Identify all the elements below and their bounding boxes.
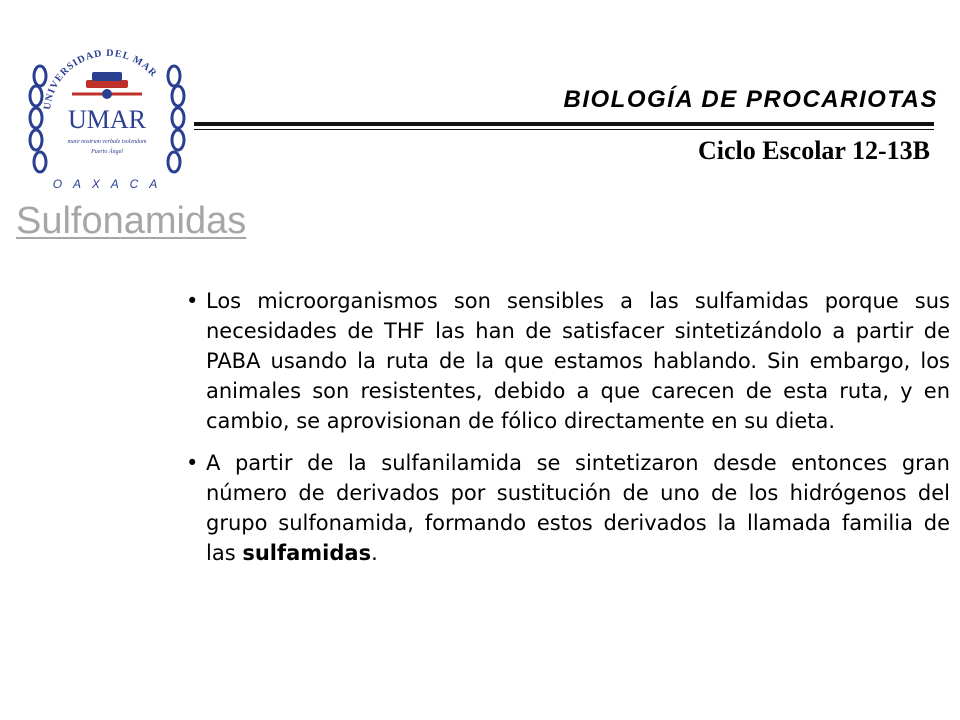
bullet-icon: • <box>186 289 199 313</box>
header-divider-thin <box>194 129 934 130</box>
crest-icon <box>72 72 142 99</box>
logo-campus: Puerto Ángel <box>91 149 123 155</box>
school-year: Ciclo Escolar 12-13B <box>697 136 930 165</box>
slide-title: Sulfonamidas <box>16 200 247 242</box>
bullet-bold-term: sulfamidas <box>242 541 372 565</box>
bullet-icon: • <box>186 451 199 475</box>
bullet-text: Los microorganismos son sensibles a las sulfamidas porque sus necesidades de THF las han de satisfacer sintetizándolo a partir de PABA usando la ruta de la que estamos hablando. Sin embargo, los animales son resistentes, debido a que carecen de esta ruta, y en cambio, se aprovisionan de fólico directamente en su dieta. <box>206 289 950 433</box>
header-divider-thick <box>194 122 934 126</box>
chain-right-icon <box>168 66 184 172</box>
logo-emblem <box>22 36 192 196</box>
logo-initials: UMAR <box>67 105 147 134</box>
logo-motto: mare nostrum verbale tsolendum <box>67 139 147 145</box>
logo-state: O A X A C A <box>52 177 162 191</box>
bullet-text: A partir de la sulfanilamida se sintetizaron desde entonces gran número de derivados por sustitución de uno de los hidrógenos del grupo sulfonamida, formando estos derivados la llamada familia de las <box>206 451 950 565</box>
logo-arc-text: UNIVERSIDAD DEL MAR <box>42 47 160 111</box>
bullet-item <box>186 286 950 436</box>
bullet-text-end: . <box>371 541 378 565</box>
chain-left-icon <box>30 66 46 172</box>
bullet-item <box>186 448 950 568</box>
course-title: BIOLOGÍA DE PROCARIOTAS <box>563 86 938 113</box>
university-logo <box>22 36 192 196</box>
bullet-list <box>186 286 950 580</box>
